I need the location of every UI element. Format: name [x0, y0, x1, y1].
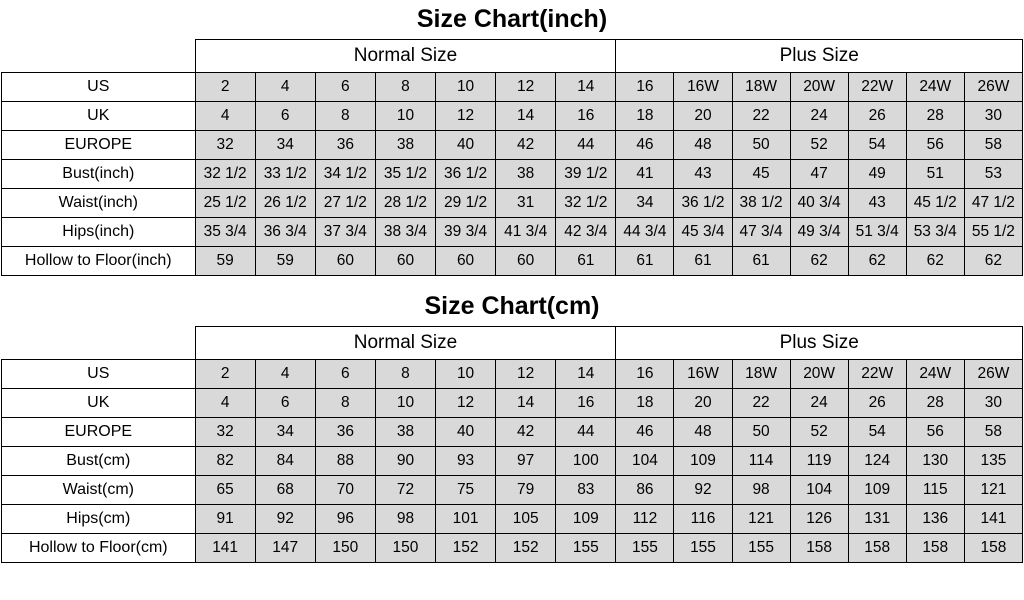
cell: 28	[906, 102, 964, 131]
cell: 115	[906, 476, 964, 505]
cell: 27 1/2	[315, 189, 375, 218]
cell: 4	[195, 389, 255, 418]
cell: 68	[255, 476, 315, 505]
cell: 48	[674, 418, 732, 447]
cell: 119	[790, 447, 848, 476]
cell: 65	[195, 476, 255, 505]
cell: 32	[195, 418, 255, 447]
cell: 4	[255, 73, 315, 102]
cell: 20W	[790, 73, 848, 102]
cell: 96	[315, 505, 375, 534]
cell: 24	[790, 102, 848, 131]
cell: 50	[732, 418, 790, 447]
page-title-cm: Size Chart(cm)	[424, 292, 600, 320]
cell: 38 1/2	[732, 189, 790, 218]
cell: 36	[315, 418, 375, 447]
cell: 158	[964, 534, 1022, 563]
table-row	[2, 476, 1023, 505]
cell: 61	[556, 247, 616, 276]
cell: 32 1/2	[195, 160, 255, 189]
size-table-inch	[1, 39, 1023, 276]
cell: 38	[375, 131, 435, 160]
table-group-header-row	[2, 327, 1023, 360]
cell: 40	[436, 418, 496, 447]
cell: 25 1/2	[195, 189, 255, 218]
cell: 42	[496, 131, 556, 160]
cell: 152	[436, 534, 496, 563]
cell: 51	[906, 160, 964, 189]
cell: 60	[496, 247, 556, 276]
cell: 109	[848, 476, 906, 505]
cell: 32	[195, 131, 255, 160]
cell: 130	[906, 447, 964, 476]
cell: 109	[674, 447, 732, 476]
row-label: Hollow to Floor(inch)	[2, 247, 196, 276]
table-row	[2, 534, 1023, 563]
cell: 124	[848, 447, 906, 476]
cell: 45 1/2	[906, 189, 964, 218]
cell: 62	[790, 247, 848, 276]
row-label: UK	[2, 102, 196, 131]
cell: 52	[790, 131, 848, 160]
cell: 16	[556, 102, 616, 131]
cell: 18	[616, 102, 674, 131]
corner-blank-cell	[2, 40, 196, 73]
cell: 100	[556, 447, 616, 476]
cell: 20	[674, 102, 732, 131]
cell: 37 3/4	[315, 218, 375, 247]
table-row	[2, 131, 1023, 160]
cell: 8	[375, 73, 435, 102]
cell: 59	[255, 247, 315, 276]
cell: 44 3/4	[616, 218, 674, 247]
table-row	[2, 247, 1023, 276]
row-label: Bust(inch)	[2, 160, 196, 189]
cell: 39 1/2	[556, 160, 616, 189]
cell: 34	[616, 189, 674, 218]
cell: 91	[195, 505, 255, 534]
cell: 4	[195, 102, 255, 131]
cell: 28 1/2	[375, 189, 435, 218]
cell: 41	[616, 160, 674, 189]
corner-blank-cell	[2, 327, 196, 360]
cell: 43	[848, 189, 906, 218]
cell: 49	[848, 160, 906, 189]
cell: 34	[255, 131, 315, 160]
cell: 60	[315, 247, 375, 276]
cell: 39 3/4	[436, 218, 496, 247]
row-label: Bust(cm)	[2, 447, 196, 476]
cell: 34	[255, 418, 315, 447]
cell: 44	[556, 418, 616, 447]
cell: 12	[496, 73, 556, 102]
cell: 16	[616, 73, 674, 102]
cell: 141	[964, 505, 1022, 534]
size-chart-inch	[0, 0, 1024, 276]
table-row	[2, 160, 1023, 189]
cell: 84	[255, 447, 315, 476]
cell: 22	[732, 389, 790, 418]
cell: 61	[732, 247, 790, 276]
cell: 131	[848, 505, 906, 534]
table-row	[2, 418, 1023, 447]
cell: 30	[964, 389, 1022, 418]
cell: 83	[556, 476, 616, 505]
size-chart-cm	[0, 287, 1024, 563]
cell: 22	[732, 102, 790, 131]
table-row	[2, 447, 1023, 476]
cell: 147	[255, 534, 315, 563]
cell: 38 3/4	[375, 218, 435, 247]
cell: 46	[616, 418, 674, 447]
cell: 18W	[732, 73, 790, 102]
cell: 16	[556, 389, 616, 418]
cell: 10	[436, 73, 496, 102]
cell: 26W	[964, 73, 1022, 102]
cell: 6	[315, 73, 375, 102]
cell: 18W	[732, 360, 790, 389]
cell: 92	[674, 476, 732, 505]
cell: 32 1/2	[556, 189, 616, 218]
group-header-normal: Normal Size	[195, 40, 616, 73]
cell: 104	[790, 476, 848, 505]
cell: 6	[315, 360, 375, 389]
cell: 135	[964, 447, 1022, 476]
cell: 10	[375, 389, 435, 418]
cell: 121	[732, 505, 790, 534]
cell: 36 3/4	[255, 218, 315, 247]
cell: 155	[556, 534, 616, 563]
cell: 56	[906, 418, 964, 447]
cell: 51 3/4	[848, 218, 906, 247]
cell: 150	[375, 534, 435, 563]
cell: 47 3/4	[732, 218, 790, 247]
cell: 109	[556, 505, 616, 534]
cell: 20W	[790, 360, 848, 389]
cell: 150	[315, 534, 375, 563]
cell: 158	[906, 534, 964, 563]
cell: 2	[195, 360, 255, 389]
cell: 16W	[674, 360, 732, 389]
cell: 116	[674, 505, 732, 534]
table-row	[2, 189, 1023, 218]
row-label: US	[2, 360, 196, 389]
cell: 2	[195, 73, 255, 102]
row-label: Hips(inch)	[2, 218, 196, 247]
cell: 53 3/4	[906, 218, 964, 247]
cell: 38	[375, 418, 435, 447]
cell: 26W	[964, 360, 1022, 389]
cell: 158	[790, 534, 848, 563]
cell: 38	[496, 160, 556, 189]
row-label: Waist(inch)	[2, 189, 196, 218]
cell: 40	[436, 131, 496, 160]
cell: 16W	[674, 73, 732, 102]
table-row	[2, 505, 1023, 534]
cell: 58	[964, 418, 1022, 447]
cell: 55 1/2	[964, 218, 1022, 247]
cell: 53	[964, 160, 1022, 189]
cell: 155	[732, 534, 790, 563]
table-row	[2, 389, 1023, 418]
cell: 12	[436, 389, 496, 418]
cell: 61	[616, 247, 674, 276]
page-title-inch: Size Chart(inch)	[416, 5, 608, 33]
row-label: EUROPE	[2, 418, 196, 447]
cell: 42 3/4	[556, 218, 616, 247]
cell: 24W	[906, 360, 964, 389]
cell: 101	[436, 505, 496, 534]
cell: 14	[556, 360, 616, 389]
cell: 40 3/4	[790, 189, 848, 218]
cell: 31	[496, 189, 556, 218]
cell: 114	[732, 447, 790, 476]
cell: 50	[732, 131, 790, 160]
cell: 62	[906, 247, 964, 276]
cell: 8	[375, 360, 435, 389]
cell: 82	[195, 447, 255, 476]
table-row	[2, 102, 1023, 131]
cell: 60	[375, 247, 435, 276]
cell: 29 1/2	[436, 189, 496, 218]
table-row	[2, 360, 1023, 389]
cell: 136	[906, 505, 964, 534]
cell: 6	[255, 389, 315, 418]
cell: 158	[848, 534, 906, 563]
row-label: Hollow to Floor(cm)	[2, 534, 196, 563]
cell: 48	[674, 131, 732, 160]
cell: 6	[255, 102, 315, 131]
table-row	[2, 73, 1023, 102]
cell: 72	[375, 476, 435, 505]
cell: 97	[496, 447, 556, 476]
cell: 112	[616, 505, 674, 534]
cell: 35 1/2	[375, 160, 435, 189]
cell: 26 1/2	[255, 189, 315, 218]
cell: 14	[496, 102, 556, 131]
size-table-cm	[1, 326, 1023, 563]
cell: 104	[616, 447, 674, 476]
cell: 54	[848, 131, 906, 160]
cell: 58	[964, 131, 1022, 160]
cell: 98	[732, 476, 790, 505]
cell: 28	[906, 389, 964, 418]
cell: 33 1/2	[255, 160, 315, 189]
cell: 141	[195, 534, 255, 563]
cell: 8	[315, 389, 375, 418]
cell: 155	[616, 534, 674, 563]
cell: 60	[436, 247, 496, 276]
cell: 62	[964, 247, 1022, 276]
cell: 8	[315, 102, 375, 131]
cell: 16	[616, 360, 674, 389]
cell: 46	[616, 131, 674, 160]
cell: 47	[790, 160, 848, 189]
cell: 54	[848, 418, 906, 447]
cell: 12	[496, 360, 556, 389]
cell: 121	[964, 476, 1022, 505]
cell: 41 3/4	[496, 218, 556, 247]
cell: 126	[790, 505, 848, 534]
cell: 92	[255, 505, 315, 534]
cell: 18	[616, 389, 674, 418]
cell: 4	[255, 360, 315, 389]
cell: 14	[496, 389, 556, 418]
group-header-plus: Plus Size	[616, 40, 1023, 73]
row-label: US	[2, 73, 196, 102]
table-row	[2, 218, 1023, 247]
cell: 61	[674, 247, 732, 276]
cell: 43	[674, 160, 732, 189]
cell: 75	[436, 476, 496, 505]
cell: 59	[195, 247, 255, 276]
cell: 86	[616, 476, 674, 505]
row-label: UK	[2, 389, 196, 418]
cell: 12	[436, 102, 496, 131]
row-label: Waist(cm)	[2, 476, 196, 505]
cell: 20	[674, 389, 732, 418]
cell: 93	[436, 447, 496, 476]
cell: 35 3/4	[195, 218, 255, 247]
row-label: EUROPE	[2, 131, 196, 160]
cell: 26	[848, 389, 906, 418]
cell: 30	[964, 102, 1022, 131]
cell: 44	[556, 131, 616, 160]
cell: 47 1/2	[964, 189, 1022, 218]
cell: 56	[906, 131, 964, 160]
cell: 155	[674, 534, 732, 563]
cell: 90	[375, 447, 435, 476]
section-divider	[0, 276, 1024, 287]
row-label: Hips(cm)	[2, 505, 196, 534]
cell: 24W	[906, 73, 964, 102]
cell: 45 3/4	[674, 218, 732, 247]
cell: 34 1/2	[315, 160, 375, 189]
table-group-header-row	[2, 40, 1023, 73]
cell: 52	[790, 418, 848, 447]
cell: 79	[496, 476, 556, 505]
cell: 36 1/2	[674, 189, 732, 218]
cell: 62	[848, 247, 906, 276]
cell: 24	[790, 389, 848, 418]
cell: 14	[556, 73, 616, 102]
cell: 88	[315, 447, 375, 476]
cell: 98	[375, 505, 435, 534]
cell: 26	[848, 102, 906, 131]
group-header-normal: Normal Size	[195, 327, 616, 360]
cell: 49 3/4	[790, 218, 848, 247]
cell: 70	[315, 476, 375, 505]
cell: 22W	[848, 360, 906, 389]
cell: 105	[496, 505, 556, 534]
group-header-plus: Plus Size	[616, 327, 1023, 360]
cell: 152	[496, 534, 556, 563]
cell: 22W	[848, 73, 906, 102]
cell: 36 1/2	[436, 160, 496, 189]
cell: 45	[732, 160, 790, 189]
cell: 10	[375, 102, 435, 131]
cell: 36	[315, 131, 375, 160]
cell: 10	[436, 360, 496, 389]
cell: 42	[496, 418, 556, 447]
